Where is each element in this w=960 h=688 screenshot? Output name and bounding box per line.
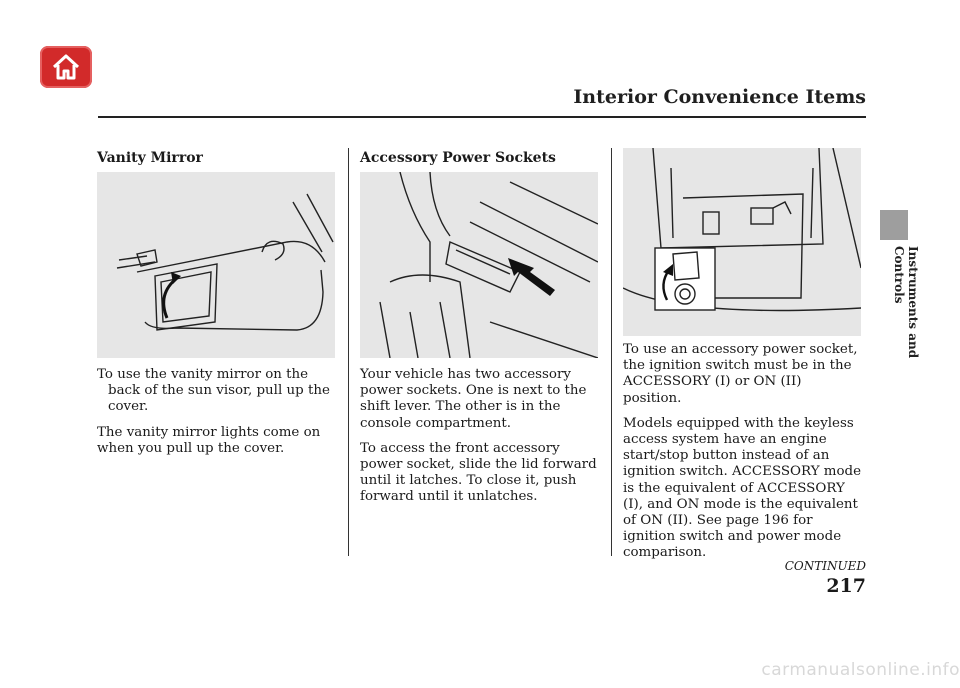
chapter-tab-marker[interactable] [880, 210, 908, 240]
chapter-side-label: Instruments and Controls [892, 246, 920, 359]
paragraph: To access the front accessory power socket, slide the lid forward until it latches. To close it, push forward until it unlatches. [360, 440, 597, 505]
ignition-requirement-text [623, 342, 863, 571]
home-button[interactable] [40, 46, 92, 88]
vanity-mirror-heading: Vanity Mirror [97, 150, 203, 166]
power-sockets-heading: Accessory Power Sockets [360, 150, 556, 166]
console-socket-illustration [623, 148, 861, 336]
column-divider [348, 148, 349, 556]
paragraph: To use an accessory power socket, the ignition switch must be in the ACCESSORY (I) or ON (II) position. [623, 342, 858, 406]
continued-label: CONTINUED [784, 559, 866, 573]
vanity-mirror-illustration [97, 172, 335, 358]
page-number: 217 [826, 575, 866, 597]
paragraph: The vanity mirror lights come on when you pull up the cover. [97, 424, 321, 456]
paragraph: Your vehicle has two accessory power sockets. One is next to the shift lever. The other is in the console compartment. [360, 367, 587, 431]
paragraph: To use the vanity mirror on the back of the sun visor, pull up the cover. [97, 367, 330, 415]
paragraph: Models equipped with the keyless access system have an engine start/stop button instead of an ignition switch. ACCESSORY mode is the equivalent of ACCESSORY (I), and ON mode is the equivalent of ON (II). See page 196 for ignition switch and power mode comparison. [623, 415, 862, 561]
watermark: carmanualsonline.info [761, 660, 960, 680]
power-sockets-text [360, 367, 600, 515]
section-title: Interior Convenience Items [573, 86, 866, 108]
title-divider [98, 116, 866, 118]
column-divider [611, 148, 612, 556]
house-icon [50, 52, 82, 82]
front-socket-illustration [360, 172, 598, 358]
vanity-mirror-text [97, 367, 337, 466]
